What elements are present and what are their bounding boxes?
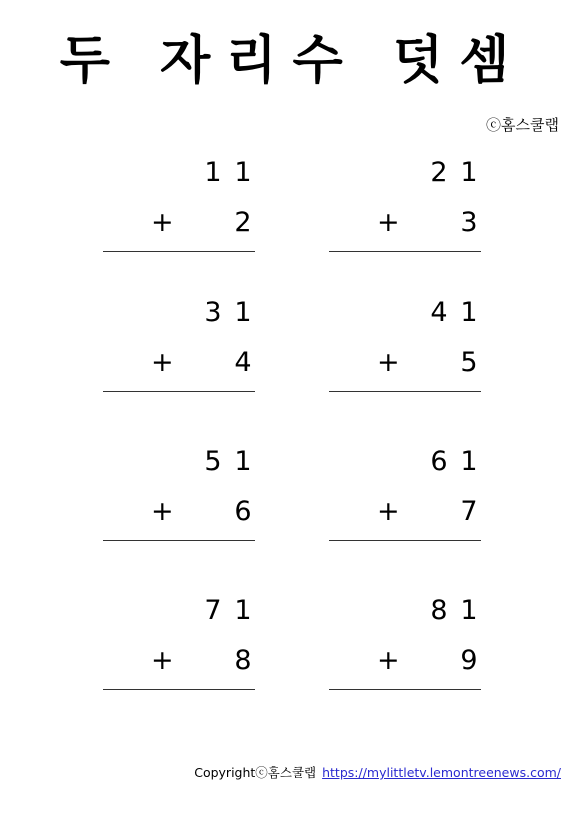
addend-digit: 3: [460, 207, 478, 238]
answer-line: [329, 251, 481, 252]
problem-5: [103, 446, 255, 546]
answer-line: [103, 251, 255, 252]
top-ones-digit: 1: [234, 297, 252, 328]
addend-row: [103, 207, 255, 239]
answer-line: [329, 540, 481, 541]
addend-row: [329, 347, 481, 379]
top-number: [201, 157, 255, 189]
answer-line: [329, 689, 481, 690]
problem-4: [329, 297, 481, 397]
top-ones-digit: 1: [234, 446, 252, 477]
top-tens-digit: 4: [430, 297, 448, 328]
answer-line: [103, 391, 255, 392]
addend-digit: 5: [460, 347, 478, 378]
footer-link[interactable]: https://mylittletv.lemontreenews.com/: [322, 765, 561, 780]
top-tens-digit: 5: [204, 446, 222, 477]
top-tens-digit: 7: [204, 595, 222, 626]
copyright-top: ⓒ홈스쿨랩: [486, 116, 559, 134]
plus-operator: +: [377, 496, 400, 527]
top-number: [427, 297, 481, 329]
problem-1: [103, 157, 255, 257]
top-ones-digit: 1: [234, 595, 252, 626]
answer-line: [329, 391, 481, 392]
addend-row: [329, 496, 481, 528]
problem-6: [329, 446, 481, 546]
problem-3: [103, 297, 255, 397]
top-ones-digit: 1: [460, 446, 478, 477]
addend-row: [329, 645, 481, 677]
plus-operator: +: [151, 496, 174, 527]
top-number: [427, 446, 481, 478]
plus-operator: +: [151, 347, 174, 378]
addend-row: [329, 207, 481, 239]
top-ones-digit: 1: [460, 157, 478, 188]
top-tens-digit: 2: [430, 157, 448, 188]
plus-operator: +: [377, 645, 400, 676]
addend-digit: 2: [234, 207, 252, 238]
answer-line: [103, 540, 255, 541]
addend-row: [103, 645, 255, 677]
footer-copyright: Copyrightⓒ홈스쿨랩: [194, 765, 317, 780]
addend-digit: 7: [460, 496, 478, 527]
top-number: [201, 446, 255, 478]
top-ones-digit: 1: [234, 157, 252, 188]
top-number: [201, 595, 255, 627]
addend-row: [103, 496, 255, 528]
top-tens-digit: 8: [430, 595, 448, 626]
plus-operator: +: [377, 207, 400, 238]
problem-7: [103, 595, 255, 695]
top-ones-digit: 1: [460, 297, 478, 328]
addend-digit: 9: [460, 645, 478, 676]
addend-row: [103, 347, 255, 379]
page-title: 두 자리수 덧셈: [59, 31, 526, 91]
top-ones-digit: 1: [460, 595, 478, 626]
addend-digit: 8: [234, 645, 252, 676]
top-tens-digit: 3: [204, 297, 222, 328]
answer-line: [103, 689, 255, 690]
plus-operator: +: [377, 347, 400, 378]
top-number: [427, 157, 481, 189]
top-number: [201, 297, 255, 329]
top-tens-digit: 1: [204, 157, 222, 188]
problem-8: [329, 595, 481, 695]
addend-digit: 4: [234, 347, 252, 378]
plus-operator: +: [151, 207, 174, 238]
top-tens-digit: 6: [430, 446, 448, 477]
top-number: [427, 595, 481, 627]
plus-operator: +: [151, 645, 174, 676]
addend-digit: 6: [234, 496, 252, 527]
problem-2: [329, 157, 481, 257]
footer: [194, 764, 561, 782]
